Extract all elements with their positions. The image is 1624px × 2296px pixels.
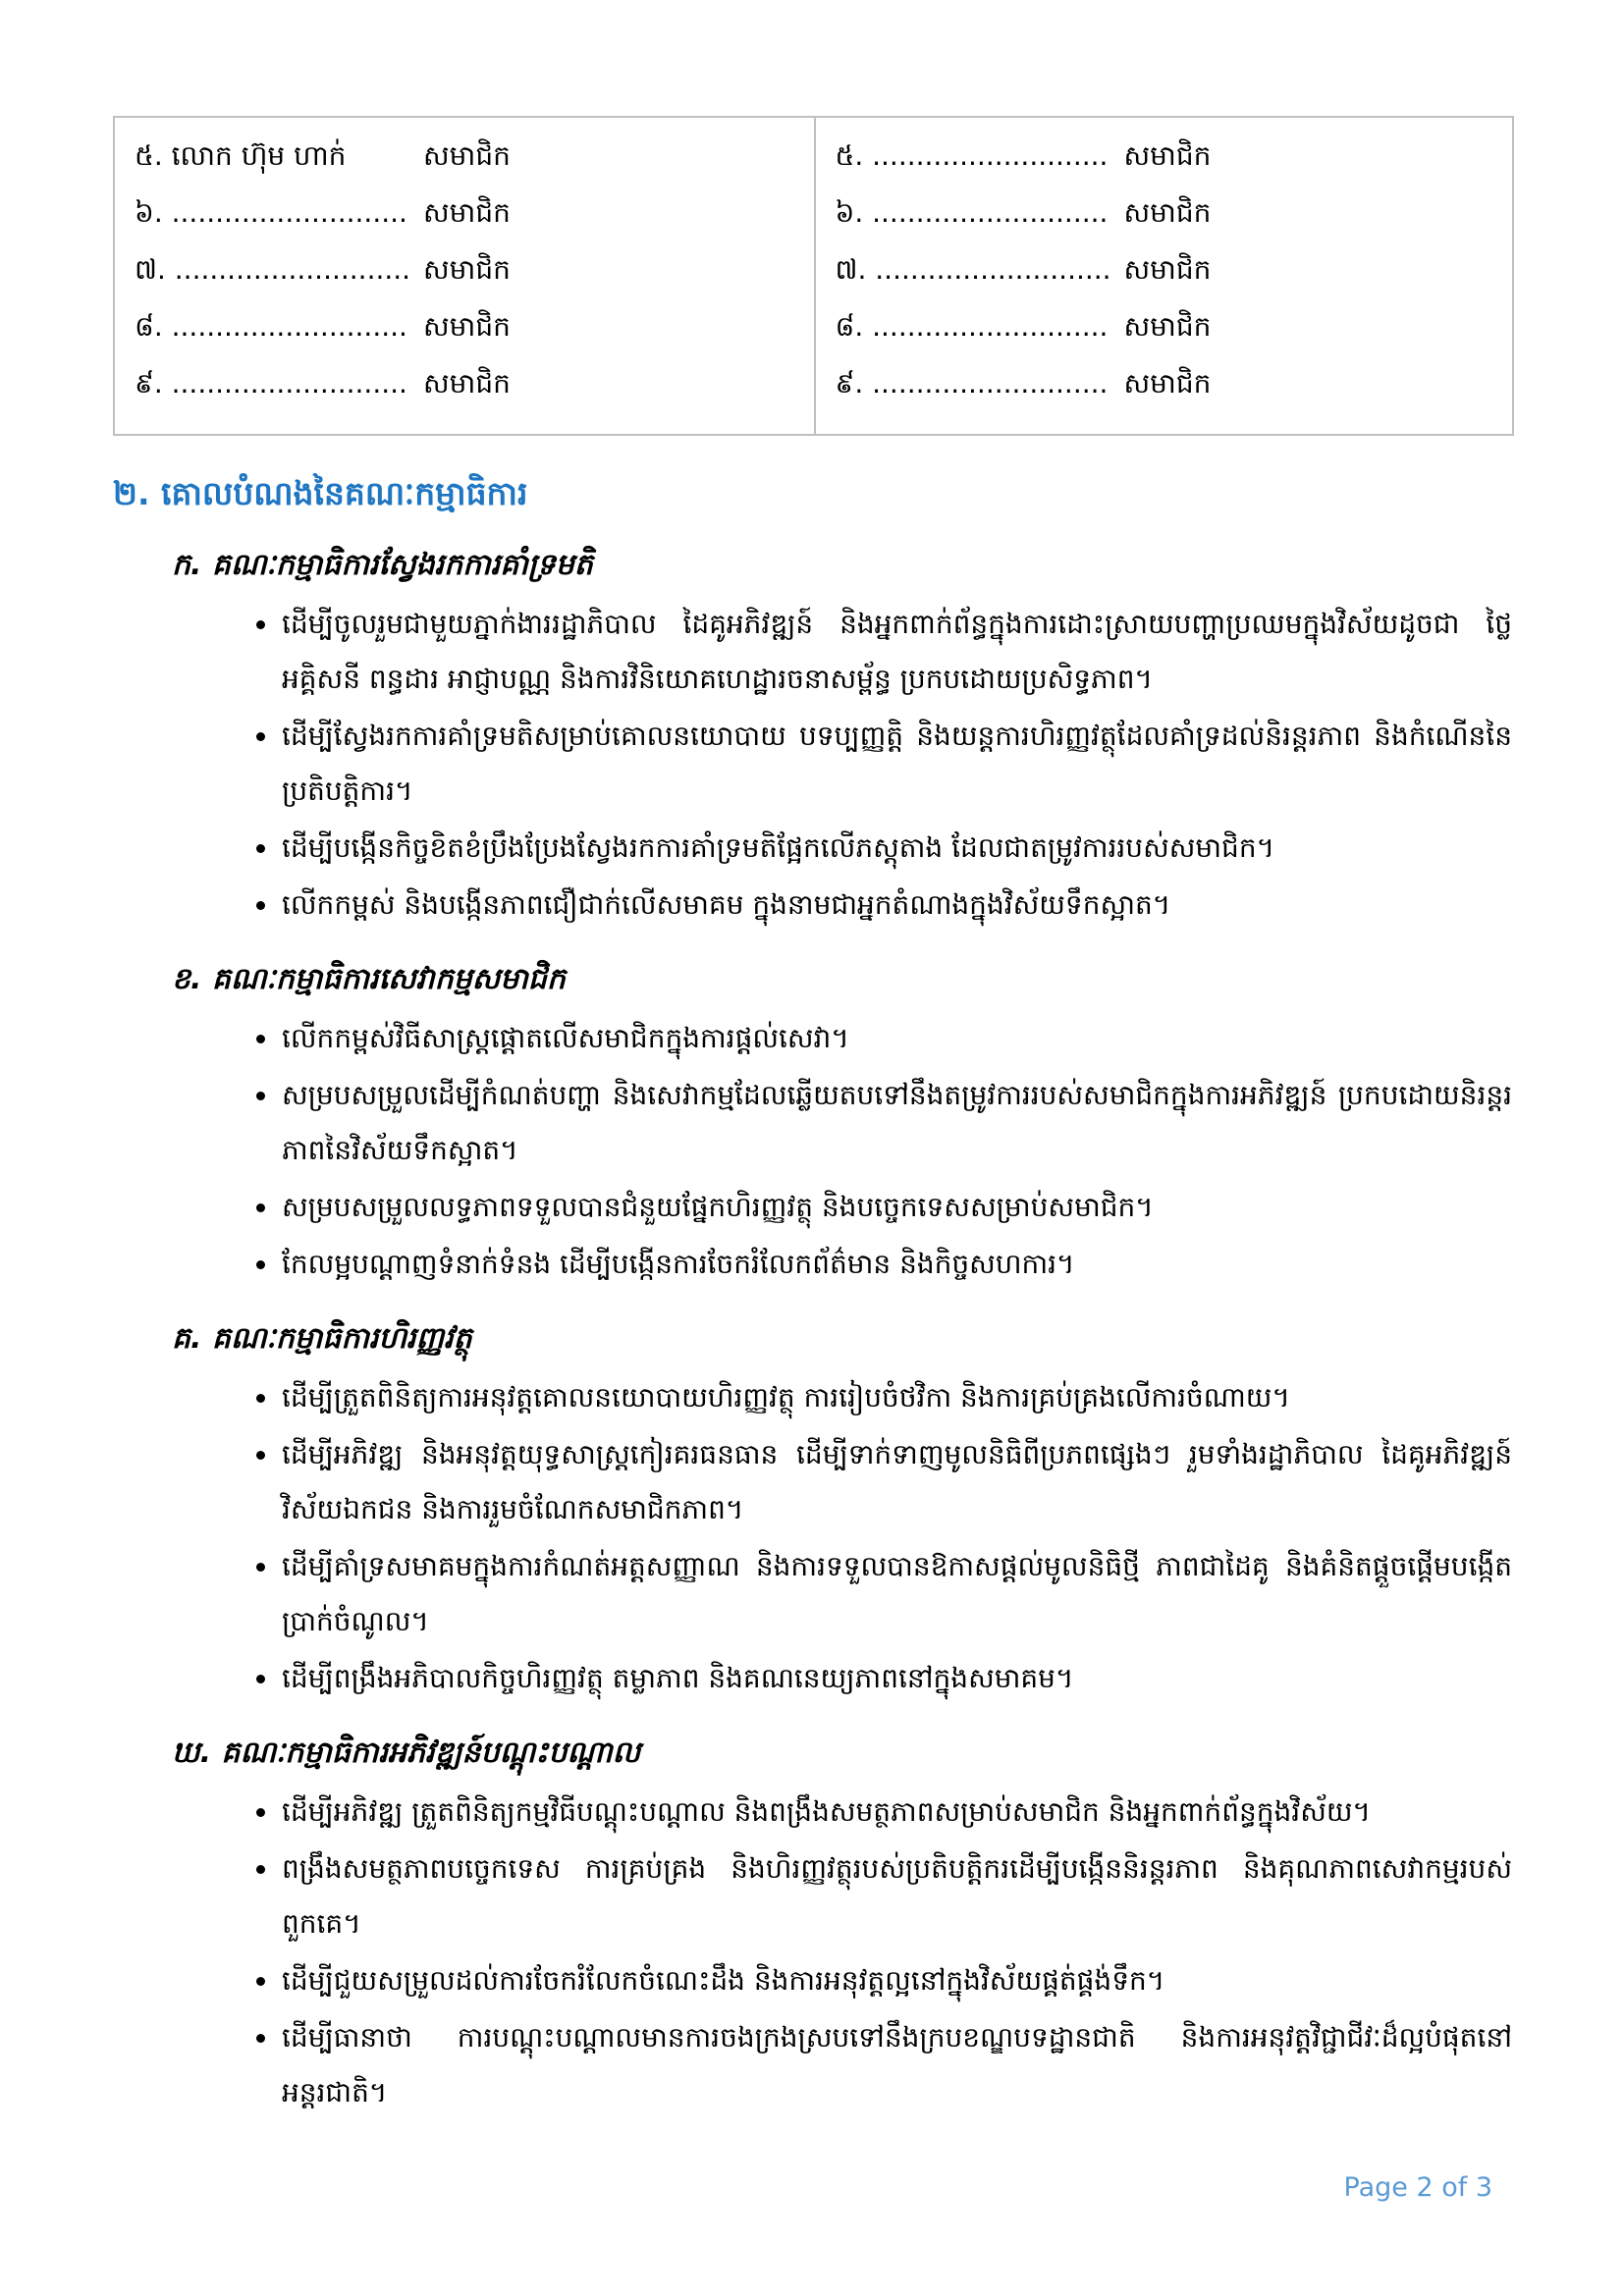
section-advocacy-committee (172, 542, 1514, 933)
bullet-list (172, 1370, 1514, 1706)
bullet-list (172, 1011, 1514, 1292)
member-name: ៩. ........................... (135, 366, 407, 400)
section-heading: ខ. គណៈកម្មាធិការសេវាកម្មសមាជិក (172, 961, 566, 996)
section-training-development-committee (172, 1730, 1514, 2120)
page-number: Page 2 of 3 (1343, 2172, 1492, 2203)
section-member-services-committee (172, 956, 1514, 1292)
section-heading: គ. គណៈកម្មាធិការហិរញ្ញវត្ថុ (172, 1320, 472, 1356)
section-heading: ឃ. គណៈកម្មាធិការអភិវឌ្ឍន៍បណ្តុះបណ្តាល (172, 1735, 641, 1770)
table-row (836, 357, 1507, 414)
table-row (836, 300, 1507, 357)
member-name: ៦. ........................... (135, 195, 407, 229)
bullet-item: • ដើម្បីត្រួតពិនិត្យការអនុវត្តគោលនយោបាយហិរញ្ញវត្ថុ ការរៀបចំថវិកា និងការគ្រប់គ្រងលើការចំណាយ។ (280, 1370, 1512, 1425)
bullet-item: • ដើម្បីស្វែងរកការគាំទ្រមតិសម្រាប់គោលនយោបាយ បទប្បញ្ញត្តិ និងយន្តការហិរញ្ញវត្ថុដែលគាំទ្រដល់និរន្តរភាព និងកំណើននៃប្រតិបត្តិការ។ (280, 709, 1512, 819)
member-name: ៥. ........................... (835, 138, 1109, 172)
member-role: សមាជិក (1123, 138, 1212, 172)
page-title: ២. គោលបំណងនៃគណៈកម្មាធិការ (113, 474, 528, 512)
member-name: ៧. ........................... (135, 252, 411, 286)
bullet-list (172, 1785, 1514, 2120)
member-role: សមាជិក (1123, 252, 1212, 286)
member-name: ៥. លោក ហ៊ុម ហាក់ (135, 138, 347, 172)
member-table-left-column (115, 118, 814, 434)
bullet-item: • ដើម្បីបង្កើនកិច្ចខិតខំប្រឹងប្រែងស្វែងរកការគាំទ្រមតិផ្អែកលើភស្តុតាង ដែលជាតម្រូវការរបស់សមាជិក។ (280, 821, 1512, 876)
member-name: ៩. ........................... (835, 366, 1109, 400)
table-row (135, 357, 808, 414)
member-role: សមាជិក (423, 138, 511, 172)
bullet-item: • ដើម្បីពង្រឹងអភិបាលកិច្ចហិរញ្ញវត្ថុ តម្លាភាព និងគណនេយ្យភាពនៅក្នុងសមាគម។ (280, 1651, 1512, 1706)
table-row (836, 243, 1507, 300)
table-row (135, 130, 808, 187)
section-finance-committee (172, 1315, 1514, 1706)
table-row (135, 243, 808, 300)
bullet-item: • ដើម្បីធានាថា ការបណ្តុះបណ្តាលមានការចងក្រងស្របទៅនឹងក្របខណ្ឌបទដ្ឋានជាតិ និងការអនុវត្តវិជ្ជាជីវៈដ៏ល្អបំផុតនៅអន្តរជាតិ។ (280, 2010, 1512, 2120)
member-role: សមាជិក (1123, 366, 1212, 400)
member-name: ៧. ........................... (835, 252, 1111, 286)
member-role: សមាជិក (423, 195, 511, 229)
table-row (836, 130, 1507, 187)
bullet-item: • លើកកម្ពស់ និងបង្កើនភាពជឿជាក់លើសមាគម ក្នុងនាមជាអ្នកតំណាងក្នុងវិស័យទឹកស្អាត។ (280, 878, 1512, 933)
bullet-item: • លើកកម្ពស់វិធីសាស្ត្រផ្តោតលើសមាជិកក្នុងការផ្តល់សេវា។ (280, 1011, 1512, 1066)
table-row (135, 300, 808, 357)
member-role: សមាជិក (423, 309, 511, 343)
section-heading: ក. គណៈកម្មាធិការស្វែងរកការគាំទ្រមតិ (172, 547, 593, 582)
bullet-item: • ដើម្បីចូលរួមជាមួយភ្នាក់ងាររដ្ឋាភិបាល ដៃគូអភិវឌ្ឍន៍ និងអ្នកពាក់ព័ន្ធក្នុងការដោះស្រាយបញ្ហាប្រឈមក្នុងវិស័យដូចជា ថ្លៃអគ្គិសនី ពន្ធដារ អាជ្ញាបណ្ណ និងការវិនិយោគហេដ្ឋារចនាសម្ព័ន្ធ ប្រកបដោយប្រសិទ្ធភាព។ (280, 597, 1512, 707)
member-role: សមាជិក (423, 252, 511, 286)
bullet-item: • សម្របសម្រួលលទ្ធភាពទទួលបានជំនួយផ្នែកហិរញ្ញវត្ថុ និងបច្ចេកទេសសម្រាប់សមាជិក។ (280, 1180, 1512, 1235)
member-name: ៨. ........................... (835, 309, 1109, 343)
bullet-item: • កែលម្អបណ្តាញទំនាក់ទំនង ដើម្បីបង្កើនការចែករំលែកព័ត៌មាន និងកិច្ចសហការ។ (280, 1237, 1512, 1292)
bullet-item: • ដើម្បីគាំទ្រសមាគមក្នុងការកំណត់អត្តសញ្ញាណ និងការទទួលបានឱកាសផ្តល់មូលនិធិថ្មី ភាពជាដៃគូ និងគំនិតផ្តួចផ្តើមបង្កើតប្រាក់ចំណូល។ (280, 1539, 1512, 1649)
bullet-item: • ដើម្បីជួយសម្រួលដល់ការចែករំលែកចំណេះដឹង និងការអនុវត្តល្អនៅក្នុងវិស័យផ្គត់ផ្គង់ទឹក។ (280, 1953, 1512, 2008)
member-name: ៨. ........................... (135, 309, 407, 343)
bullet-item: • សម្របសម្រួលដើម្បីកំណត់បញ្ហា និងសេវាកម្មដែលឆ្លើយតបទៅនឹងតម្រូវការរបស់សមាជិកក្នុងការអភិវឌ្ឍន៍ ប្រកបដោយនិរន្តរភាពនៃវិស័យទឹកស្អាត។ (280, 1068, 1512, 1178)
member-role: សមាជិក (423, 366, 511, 400)
bullet-item: • ពង្រឹងសមត្ថភាពបច្ចេកទេស ការគ្រប់គ្រង និងហិរញ្ញវត្ថុរបស់ប្រតិបត្តិករដើម្បីបង្កើននិរន្តរភាព និងគុណភាពសេវាកម្មរបស់ពួកគេ។ (280, 1842, 1512, 1951)
member-role: សមាជិក (1123, 309, 1212, 343)
bullet-item: • ដើម្បីអភិវឌ្ឍ ត្រួតពិនិត្យកម្មវិធីបណ្តុះបណ្តាល និងពង្រឹងសមត្ថភាពសម្រាប់សមាជិក និងអ្នកពាក់ព័ន្ធក្នុងវិស័យ។ (280, 1785, 1512, 1840)
member-table-right-column (814, 118, 1513, 434)
table-row (836, 187, 1507, 243)
bullet-item: • ដើម្បីអភិវឌ្ឍ និងអនុវត្តយុទ្ធសាស្ត្រកៀរគរធនធាន ដើម្បីទាក់ទាញមូលនិធិពីប្រភពផ្សេងៗ រួមទាំងរដ្ឋាភិបាល ដៃគូអភិវឌ្ឍន៍ វិស័យឯកជន និងការរួមចំណែកសមាជិកភាព។ (280, 1427, 1512, 1537)
table-row (135, 187, 808, 243)
bullet-list (172, 597, 1514, 933)
member-table (113, 116, 1514, 436)
member-role: សមាជិក (1123, 195, 1212, 229)
member-name: ៦. ........................... (835, 195, 1109, 229)
